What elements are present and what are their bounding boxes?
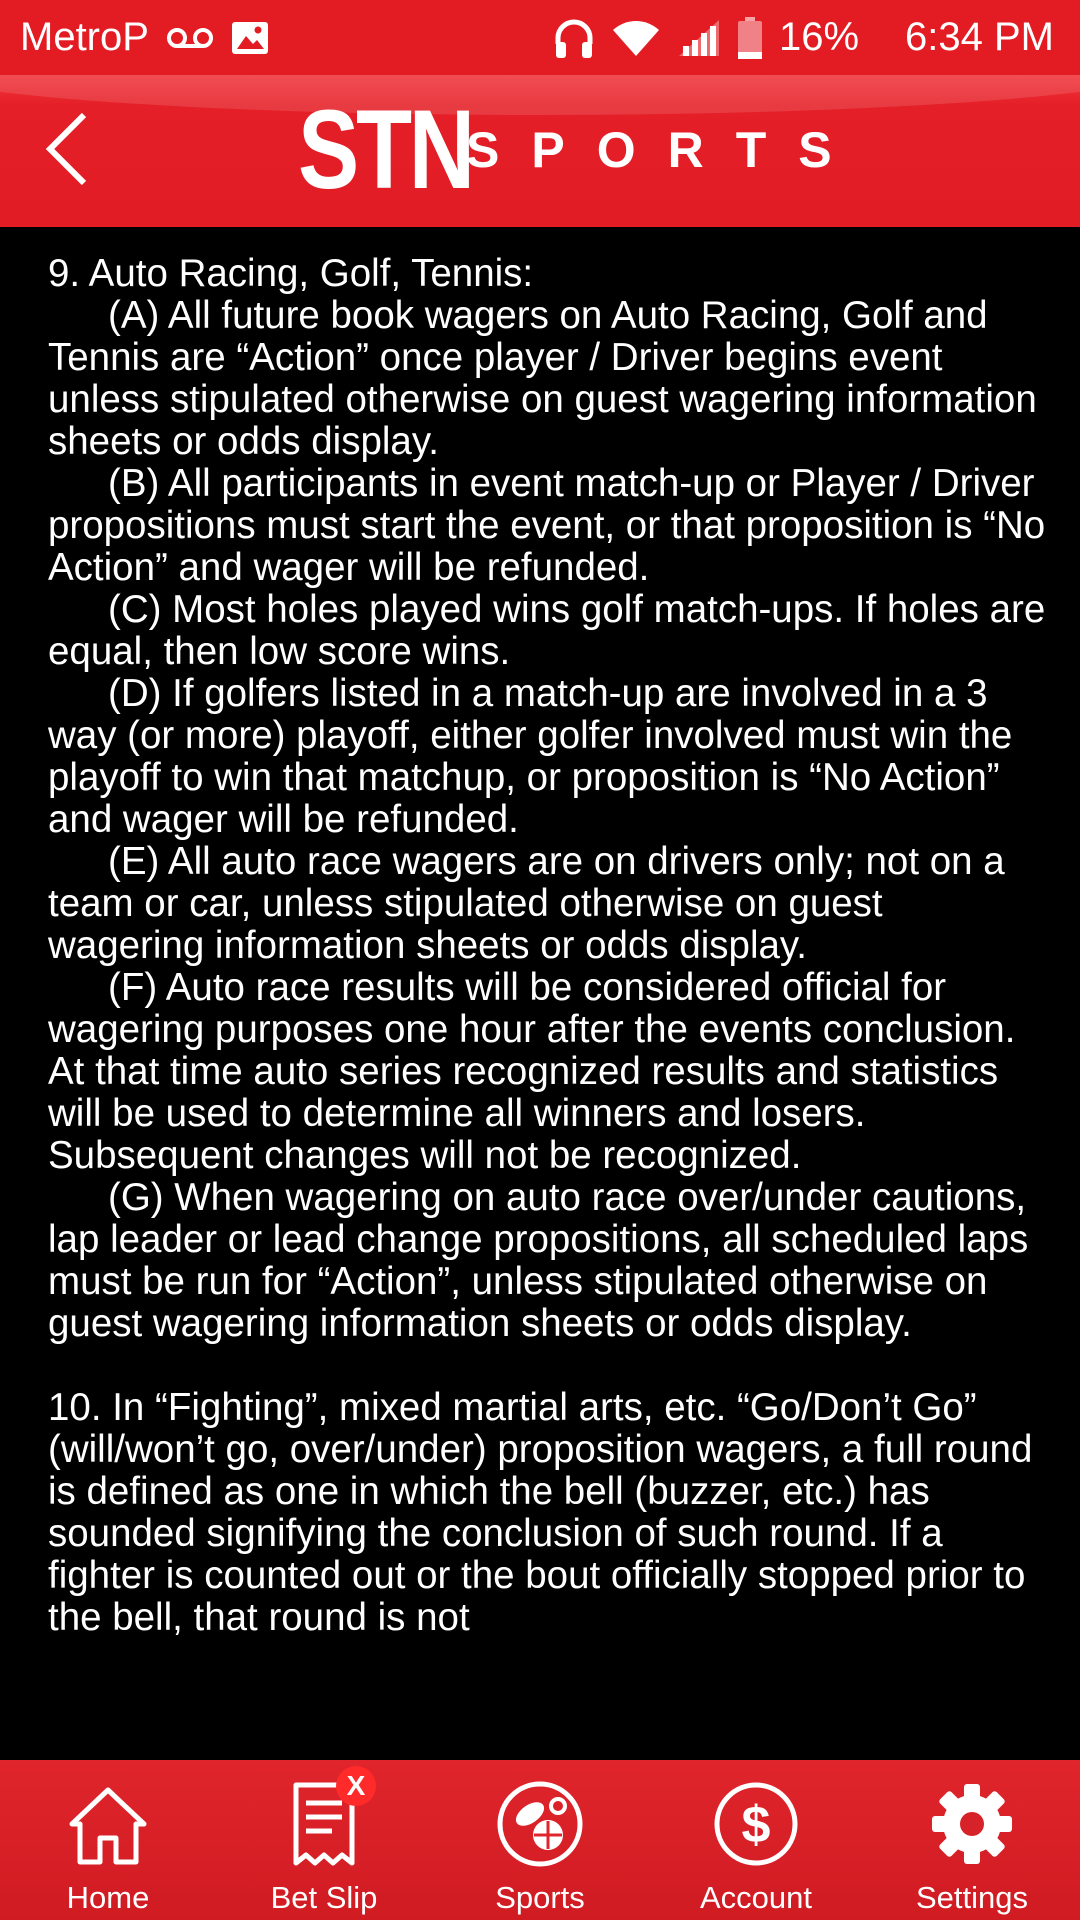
back-button[interactable] [36, 109, 96, 189]
rule-paragraph: (E) All auto race wagers are on drivers only; not on a team or car, unless stipulated otherwise on guest wagering information sheets or odds display. [48, 840, 1005, 967]
nav-settings[interactable] [864, 1760, 1080, 1920]
rule-paragraph: 10. In “Fighting”, mixed martial arts, etc. “Go/Don’t Go” (will/won’t go, over/under) proposition wagers, a full round is defined as one in which the bell (buzzer, etc.) has sounded signifying the conclusion of such round. If a fighter is counted out or the bout officially stopped prior to the bell, that round is not [48, 1386, 1033, 1639]
bet-slip-badge[interactable]: X [336, 1766, 376, 1806]
nav-home-label: Home [66, 1880, 150, 1915]
gear-icon [928, 1776, 1016, 1872]
battery-percent: 16% [778, 15, 860, 59]
nav-account-label: Account [699, 1880, 812, 1915]
rule-paragraph: (B) All participants in event match-up or Player / Driver propositions must start the event, or that proposition is “No Action” and wager will be refunded. [48, 462, 1046, 589]
bottom-nav [0, 1760, 1080, 1920]
cellular-signal-icon [677, 18, 721, 58]
logo-sub: SPORTS [466, 122, 864, 178]
svg-text:$: $ [741, 1796, 771, 1854]
rule-paragraph: (A) All future book wagers on Auto Racing, Golf and Tennis are “Action” once player / Driver begins event unless stipulated otherwise on guest wagering information sheets or odds display. [48, 294, 1037, 463]
chevron-left-icon [44, 111, 88, 187]
voicemail-icon [167, 26, 213, 50]
dollar-icon [712, 1776, 800, 1872]
rule-paragraph: (G) When wagering on auto race over/under cautions, lap leader or lead change propositions, all scheduled laps must be run for “Action”, unless stipulated otherwise on guest wagering information sheets or odds display. [48, 1176, 1029, 1345]
rule-paragraph: (D) If golfers listed in a match-up are involved in a 3 way (or more) playoff, either golfer involved must win the playoff to win that matchup, or proposition is “No Action” and wager will be refunded. [48, 672, 1013, 841]
rule-paragraph: (F) Auto race results will be considered official for wagering purposes one hour after the events conclusion. At that time auto series recognized results and statistics will be used to determine all winners and losers. Subsequent changes will not be recognized. [48, 966, 1016, 1177]
sports-balls-icon [496, 1776, 584, 1872]
app-header [0, 75, 1080, 227]
carrier-label: MetroP [20, 15, 149, 59]
home-icon [64, 1776, 152, 1872]
paragraph-gap [48, 1345, 1048, 1387]
nav-sports-label: Sports [495, 1880, 585, 1915]
stn-sports-logo [298, 87, 864, 212]
rules-text [0, 227, 1048, 1639]
nav-bet-slip-label: Bet Slip [270, 1880, 378, 1915]
nav-sports[interactable] [432, 1760, 648, 1920]
image-icon [231, 21, 269, 55]
status-bar [0, 0, 1080, 75]
clock: 6:34 PM [905, 15, 1054, 59]
rules-content[interactable] [0, 227, 1080, 1760]
rule-paragraph: 9. Auto Racing, Golf, Tennis: [48, 252, 534, 295]
nav-account[interactable] [648, 1760, 864, 1920]
wifi-icon [611, 18, 661, 58]
nav-home[interactable] [0, 1760, 216, 1920]
logo-main: STN [298, 87, 472, 212]
rule-paragraph: (C) Most holes played wins golf match-ups. If holes are equal, then low score wins. [48, 588, 1046, 673]
nav-settings-label: Settings [915, 1880, 1028, 1915]
headphones-icon [553, 16, 595, 60]
battery-icon [737, 16, 763, 60]
nav-bet-slip[interactable] [216, 1760, 432, 1920]
